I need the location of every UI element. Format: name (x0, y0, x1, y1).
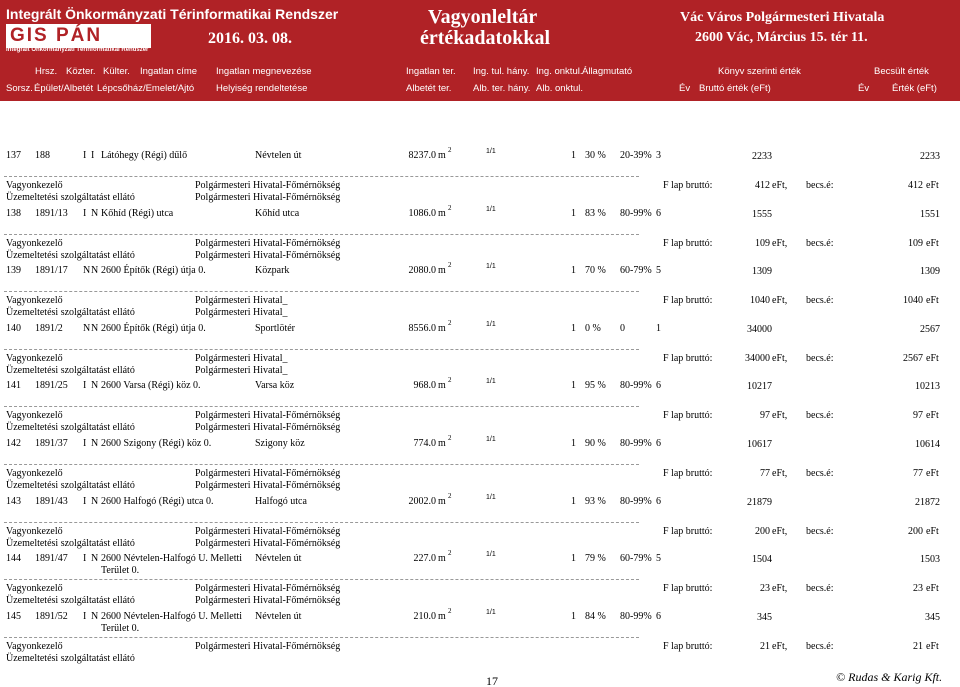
separator-line (4, 464, 639, 465)
separator-line (4, 406, 639, 407)
record-hrsz: 1891/52 (35, 611, 68, 622)
record-area-sq: 2 (448, 146, 452, 154)
record-allag: 80-99% (620, 611, 652, 622)
becse-unit: eFt (926, 526, 939, 537)
record-area: 210.0 (413, 611, 436, 622)
record-becsult: 10614 (915, 439, 940, 450)
col-ev-2: Év (858, 83, 870, 94)
record-name: Halfogó utca (255, 496, 307, 507)
flap-value: 21 (760, 641, 770, 652)
vagyonkezelo-label: Vagyonkezelő (6, 295, 63, 306)
record-becsult: 1551 (920, 209, 940, 220)
record-area-sq: 2 (448, 492, 452, 500)
flap-value: 109 (755, 238, 770, 249)
becse-label: becs.é: (806, 583, 834, 594)
uzemeltetesi-value: Polgármesteri Hivatal-Főmérnökség (195, 422, 341, 433)
flap-value: 23 (760, 583, 770, 594)
record-kulter: N (91, 265, 99, 276)
record-area-sq: 2 (448, 204, 452, 212)
uzemeltetesi-value: Polgármesteri Hivatal-Főmérnökség (195, 192, 341, 203)
record-row (0, 204, 960, 260)
record-row (0, 434, 960, 490)
flap-unit: eFt, (772, 468, 788, 479)
record-onktul: 1 (571, 150, 576, 161)
col-hrsz: Hrsz. (35, 66, 58, 77)
record-onktul: 1 (571, 553, 576, 564)
record-row (0, 607, 960, 663)
record-ev: 6 (656, 496, 661, 507)
record-onktul: 1 (571, 380, 576, 391)
record-area-unit: m (438, 150, 446, 161)
record-area: 227.0 (413, 553, 436, 564)
col-onktul: Ing. onktul. (536, 66, 583, 77)
record-row (0, 376, 960, 432)
record-address: 2600 Névtelen-Halfogó U. Melletti (101, 611, 243, 622)
uzemeltetesi-label: Üzemeltetési szolgáltatást ellátó (6, 538, 135, 549)
record-area-unit: m (438, 553, 446, 564)
col-allagmutato: Állagmutató (582, 66, 633, 77)
record-sorsz: 138 (6, 208, 21, 219)
record-address: Látóhegy (Régi) dűlő (101, 150, 188, 161)
vagyonkezelo-label: Vagyonkezelő (6, 238, 63, 249)
record-name: Sportlötér (255, 323, 295, 334)
record-percent: 79 % (585, 553, 606, 564)
record-sorsz: 143 (6, 496, 21, 507)
record-percent: 83 % (585, 208, 606, 219)
record-area-unit: m (438, 611, 446, 622)
col-brutto-ertek: Bruttó érték (eFt) (699, 83, 771, 94)
becse-label: becs.é: (806, 410, 834, 421)
col-epulet: Épület/Albetét (34, 83, 94, 94)
record-onktul: 1 (571, 496, 576, 507)
record-area-sq: 2 (448, 376, 452, 384)
record-allag: 60-79% (620, 553, 652, 564)
record-allag: 60-79% (620, 265, 652, 276)
separator-line (4, 579, 639, 580)
col-konyv-ertek: Könyv szerinti érték (718, 66, 801, 77)
record-name: Szigony köz (255, 438, 305, 449)
uzemeltetesi-value: Polgármesteri Hivatal-Főmérnökség (195, 538, 341, 549)
record-kozter: I (83, 496, 87, 507)
separator-line (4, 291, 639, 292)
col-megnevezes: Ingatlan megnevezése (216, 66, 312, 77)
flap-label: F lap bruttó: (663, 583, 713, 594)
record-brutto: 345 (757, 612, 772, 623)
record-becsult: 21872 (915, 497, 940, 508)
flap-unit: eFt, (772, 410, 788, 421)
record-ev: 6 (656, 208, 661, 219)
uzemeltetesi-value: Polgármesteri Hivatal_ (195, 307, 288, 318)
flap-unit: eFt, (772, 353, 788, 364)
report-date: 2016. 03. 08. (208, 30, 292, 47)
record-brutto: 10217 (747, 381, 772, 392)
record-percent: 70 % (585, 265, 606, 276)
record-percent: 30 % (585, 150, 606, 161)
record-allag: 0 (620, 323, 625, 334)
col-helyiseg: Helyiség rendeltetése (216, 83, 308, 94)
record-area-unit: m (438, 496, 446, 507)
col-alb-ter-hany: Alb. ter. hány. (473, 83, 531, 94)
becse-value: 2567 (903, 353, 923, 364)
record-address-2: Terület 0. (101, 565, 140, 576)
vagyonkezelo-label: Vagyonkezelő (6, 641, 63, 652)
flap-value: 412 (755, 180, 770, 191)
record-percent: 0 % (585, 323, 601, 334)
record-area-sq: 2 (448, 607, 452, 615)
record-area-unit: m (438, 323, 446, 334)
uzemeltetesi-value: Polgármesteri Hivatal-Főmérnökség (195, 250, 341, 261)
becse-label: becs.é: (806, 295, 834, 306)
vagyonkezelo-value: Polgármesteri Hivatal-Főmérnökség (195, 180, 341, 191)
separator-line (4, 234, 639, 235)
flap-label: F lap bruttó: (663, 526, 713, 537)
record-area-sq: 2 (448, 549, 452, 557)
record-address-2: Terület 0. (101, 623, 140, 634)
uzemeltetesi-label: Üzemeltetési szolgáltatást ellátó (6, 365, 135, 376)
record-sorsz: 141 (6, 380, 21, 391)
becse-value: 200 (908, 526, 923, 537)
record-allag: 80-99% (620, 380, 652, 391)
vagyonkezelo-value: Polgármesteri Hivatal-Főmérnökség (195, 526, 341, 537)
becse-unit: eFt (926, 468, 939, 479)
record-name: Névtelen út (255, 150, 302, 161)
record-kulter: N (91, 323, 99, 334)
report-header (0, 0, 960, 61)
logo-subtitle: Integrált Önkormányzati Térinformatikai Rendszer (6, 47, 149, 53)
record-area: 2080.0 (408, 265, 436, 276)
record-share: 1/1 (486, 609, 496, 616)
becse-label: becs.é: (806, 238, 834, 249)
record-area: 8237.0 (408, 150, 436, 161)
record-share: 1/1 (486, 551, 496, 558)
col-ingatlan-ter: Ingatlan ter. (406, 66, 456, 77)
col-ingatlan-cime: Ingatlan címe (140, 66, 198, 77)
record-area-sq: 2 (448, 261, 452, 269)
record-area-sq: 2 (448, 319, 452, 327)
record-kozter: I (83, 553, 87, 564)
record-allag: 80-99% (620, 438, 652, 449)
record-address: 2600 Varsa (Régi) köz 0. (101, 380, 201, 391)
report-title-line2: értékadatokkal (420, 27, 550, 49)
record-name: Kőhíd utca (255, 208, 300, 219)
flap-unit: eFt, (772, 641, 788, 652)
col-ev: Év (679, 83, 691, 94)
separator-line (4, 522, 639, 523)
record-onktul: 1 (571, 611, 576, 622)
flap-label: F lap bruttó: (663, 238, 713, 249)
page-number: 17 (486, 674, 498, 687)
becse-label: becs.é: (806, 641, 834, 652)
report-title-line1: Vagyonleltár (428, 6, 538, 28)
flap-value: 77 (760, 468, 770, 479)
record-area-unit: m (438, 380, 446, 391)
record-share: 1/1 (486, 148, 496, 155)
record-ev: 5 (656, 553, 661, 564)
record-area-unit: m (438, 265, 446, 276)
record-hrsz: 1891/25 (35, 380, 68, 391)
record-area: 774.0 (413, 438, 436, 449)
record-onktul: 1 (571, 265, 576, 276)
record-percent: 90 % (585, 438, 606, 449)
flap-value: 34000 (745, 353, 770, 364)
col-albetet-ter: Albetét ter. (406, 83, 452, 94)
uzemeltetesi-label: Üzemeltetési szolgáltatást ellátó (6, 192, 135, 203)
record-kozter: I (83, 150, 87, 161)
flap-unit: eFt, (772, 526, 788, 537)
col-kulter: Külter. (103, 66, 130, 77)
record-kulter: N (91, 208, 99, 219)
flap-label: F lap bruttó: (663, 468, 713, 479)
becse-value: 23 (913, 583, 923, 594)
record-brutto: 21879 (747, 497, 772, 508)
vagyonkezelo-label: Vagyonkezelő (6, 353, 63, 364)
flap-label: F lap bruttó: (663, 410, 713, 421)
flap-label: F lap bruttó: (663, 641, 713, 652)
record-ev: 1 (656, 323, 661, 334)
uzemeltetesi-label: Üzemeltetési szolgáltatást ellátó (6, 250, 135, 261)
vagyonkezelo-value: Polgármesteri Hivatal_ (195, 295, 288, 306)
separator-line (4, 349, 639, 350)
record-kulter: N (91, 611, 99, 622)
record-sorsz: 137 (6, 150, 21, 161)
record-becsult: 1503 (920, 554, 940, 565)
col-sorsz: Sorsz. (6, 83, 33, 94)
copyright: © Rudas & Karig Kft. (836, 670, 943, 684)
flap-value: 200 (755, 526, 770, 537)
record-kozter: I (83, 611, 87, 622)
record-share: 1/1 (486, 436, 496, 443)
col-kozter: Közter. (66, 66, 96, 77)
becse-label: becs.é: (806, 468, 834, 479)
record-hrsz: 1891/17 (35, 265, 68, 276)
col-lepcsohaz: Lépcsőház/Emelet/Ajtó (97, 83, 195, 94)
record-ev: 6 (656, 380, 661, 391)
uzemeltetesi-value: Polgármesteri Hivatal-Főmérnökség (195, 480, 341, 491)
flap-unit: eFt, (772, 180, 788, 191)
becse-unit: eFt (926, 583, 939, 594)
vagyonkezelo-value: Polgármesteri Hivatal-Főmérnökség (195, 641, 341, 652)
record-allag: 80-99% (620, 208, 652, 219)
flap-value: 97 (760, 410, 770, 421)
becse-label: becs.é: (806, 353, 834, 364)
uzemeltetesi-label: Üzemeltetési szolgáltatást ellátó (6, 480, 135, 491)
record-area: 8556.0 (408, 323, 436, 334)
becse-unit: eFt (926, 353, 939, 364)
record-share: 1/1 (486, 206, 496, 213)
becse-label: becs.é: (806, 180, 834, 191)
uzemeltetesi-label: Üzemeltetési szolgáltatást ellátó (6, 307, 135, 318)
record-brutto: 2233 (752, 151, 772, 162)
record-address: 2600 Építők (Régi) útja 0. (101, 265, 206, 276)
uzemeltetesi-value: Polgármesteri Hivatal_ (195, 365, 288, 376)
record-becsult: 10213 (915, 381, 940, 392)
record-area: 1086.0 (408, 208, 436, 219)
record-kozter: N (83, 323, 91, 334)
record-kulter: N (91, 438, 99, 449)
record-allag: 80-99% (620, 496, 652, 507)
gispan-logo: GIS PÁN (6, 24, 151, 48)
vagyonkezelo-label: Vagyonkezelő (6, 410, 63, 421)
record-brutto: 1555 (752, 209, 772, 220)
separator-line (4, 176, 639, 177)
record-percent: 95 % (585, 380, 606, 391)
record-hrsz: 1891/37 (35, 438, 68, 449)
record-share: 1/1 (486, 263, 496, 270)
record-kozter: N (83, 265, 91, 276)
record-row (0, 261, 960, 317)
record-area: 968.0 (413, 380, 436, 391)
record-sorsz: 139 (6, 265, 21, 276)
record-address: 2600 Halfogó (Régi) utca 0. (101, 496, 214, 507)
record-brutto: 1504 (752, 554, 772, 565)
vagyonkezelo-value: Polgármesteri Hivatal-Főmérnökség (195, 583, 341, 594)
record-share: 1/1 (486, 378, 496, 385)
record-address: 2600 Névtelen-Halfogó U. Melletti (101, 553, 243, 564)
record-address: 2600 Építők (Régi) útja 0. (101, 323, 206, 334)
record-area-unit: m (438, 208, 446, 219)
record-area-unit: m (438, 438, 446, 449)
uzemeltetesi-label: Üzemeltetési szolgáltatást ellátó (6, 595, 135, 606)
col-tul-hany: Ing. tul. hány. (473, 66, 530, 77)
record-kulter: N (91, 496, 99, 507)
record-becsult: 2233 (920, 151, 940, 162)
vagyonkezelo-value: Polgármesteri Hivatal-Főmérnökség (195, 238, 341, 249)
flap-unit: eFt, (772, 295, 788, 306)
becse-value: 97 (913, 410, 923, 421)
record-allag: 20-39% (620, 150, 652, 161)
record-hrsz: 1891/2 (35, 323, 63, 334)
record-name: Névtelen út (255, 553, 302, 564)
record-becsult: 2567 (920, 324, 940, 335)
flap-unit: eFt, (772, 238, 788, 249)
becse-value: 412 (908, 180, 923, 191)
record-name: Varsa köz (255, 380, 295, 391)
record-onktul: 1 (571, 323, 576, 334)
col-ertek: Érték (eFt) (892, 83, 937, 94)
becse-unit: eFt (926, 410, 939, 421)
becse-unit: eFt (926, 180, 939, 191)
system-title: Integrált Önkormányzati Térinformatikai Rendszer (6, 6, 339, 22)
record-kulter: I (91, 150, 95, 161)
record-becsult: 1309 (920, 266, 940, 277)
record-row (0, 319, 960, 375)
becse-label: becs.é: (806, 526, 834, 537)
record-kulter: N (91, 553, 99, 564)
record-onktul: 1 (571, 438, 576, 449)
becse-value: 1040 (903, 295, 923, 306)
becse-value: 21 (913, 641, 923, 652)
record-kozter: I (83, 438, 87, 449)
record-onktul: 1 (571, 208, 576, 219)
uzemeltetesi-value: Polgármesteri Hivatal-Főmérnökség (195, 595, 341, 606)
flap-label: F lap bruttó: (663, 180, 713, 191)
flap-value: 1040 (750, 295, 770, 306)
vagyonkezelo-value: Polgármesteri Hivatal-Főmérnökség (195, 410, 341, 421)
vagyonkezelo-label: Vagyonkezelő (6, 180, 63, 191)
vagyonkezelo-value: Polgármesteri Hivatal_ (195, 353, 288, 364)
record-ev: 3 (656, 150, 661, 161)
record-name: Közpark (255, 265, 290, 276)
record-share: 1/1 (486, 321, 496, 328)
uzemeltetesi-label: Üzemeltetési szolgáltatást ellátó (6, 653, 135, 664)
record-share: 1/1 (486, 494, 496, 501)
record-kulter: N (91, 380, 99, 391)
col-alb-onktul: Alb. onktul. (536, 83, 583, 94)
office-address: 2600 Vác, Március 15. tér 11. (695, 30, 868, 45)
vagyonkezelo-label: Vagyonkezelő (6, 468, 63, 479)
record-name: Névtelen út (255, 611, 302, 622)
vagyonkezelo-value: Polgármesteri Hivatal-Főmérnökség (195, 468, 341, 479)
becse-value: 109 (908, 238, 923, 249)
record-brutto: 1309 (752, 266, 772, 277)
record-hrsz: 188 (35, 150, 50, 161)
record-ev: 6 (656, 438, 661, 449)
record-hrsz: 1891/47 (35, 553, 68, 564)
record-kozter: I (83, 380, 87, 391)
record-area-sq: 2 (448, 434, 452, 442)
becse-unit: eFt (926, 641, 939, 652)
vagyonkezelo-label: Vagyonkezelő (6, 583, 63, 594)
record-percent: 84 % (585, 611, 606, 622)
becse-unit: eFt (926, 238, 939, 249)
flap-label: F lap bruttó: (663, 295, 713, 306)
record-sorsz: 145 (6, 611, 21, 622)
record-row (0, 549, 960, 605)
record-kozter: I (83, 208, 87, 219)
vagyonkezelo-label: Vagyonkezelő (6, 526, 63, 537)
flap-label: F lap bruttó: (663, 353, 713, 364)
record-ev: 5 (656, 265, 661, 276)
record-sorsz: 140 (6, 323, 21, 334)
office-name: Vác Város Polgármesteri Hivatala (680, 10, 885, 25)
record-sorsz: 142 (6, 438, 21, 449)
record-brutto: 34000 (747, 324, 772, 335)
flap-unit: eFt, (772, 583, 788, 594)
record-brutto: 10617 (747, 439, 772, 450)
column-headers (0, 61, 960, 101)
record-hrsz: 1891/43 (35, 496, 68, 507)
becse-value: 77 (913, 468, 923, 479)
separator-line (4, 637, 639, 638)
record-percent: 93 % (585, 496, 606, 507)
record-hrsz: 1891/13 (35, 208, 68, 219)
record-row (0, 492, 960, 548)
record-ev: 6 (656, 611, 661, 622)
record-area: 2002.0 (408, 496, 436, 507)
record-sorsz: 144 (6, 553, 21, 564)
uzemeltetesi-label: Üzemeltetési szolgáltatást ellátó (6, 422, 135, 433)
becse-unit: eFt (926, 295, 939, 306)
record-becsult: 345 (925, 612, 940, 623)
record-address: 2600 Szigony (Régi) köz 0. (101, 438, 212, 449)
col-becsult-ertek: Becsült érték (874, 66, 929, 77)
record-row (0, 146, 960, 202)
record-address: Kőhíd (Régi) utca (101, 208, 174, 219)
